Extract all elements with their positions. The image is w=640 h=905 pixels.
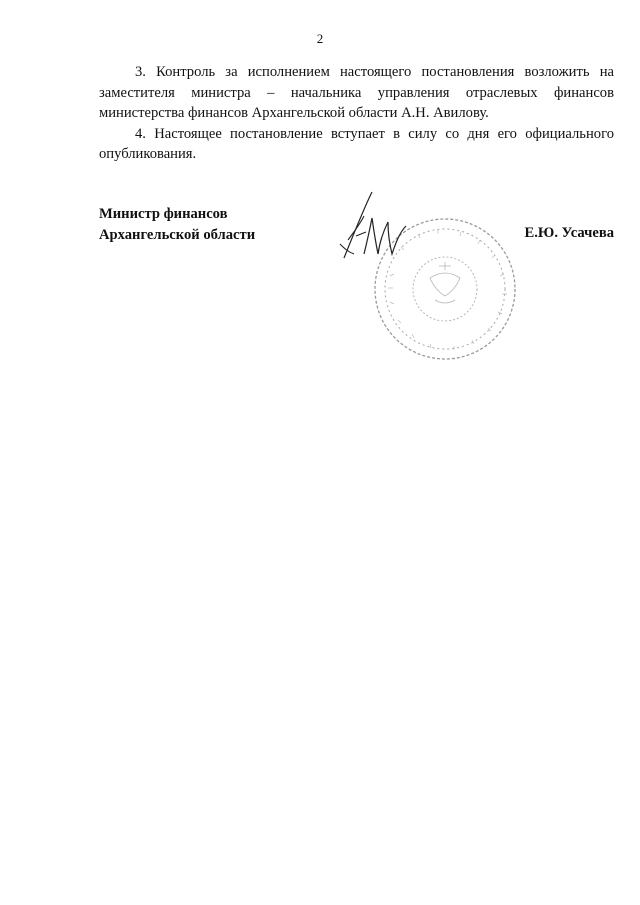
page-number: 2 (316, 31, 324, 46)
handwritten-signature (334, 188, 416, 268)
signatory-title (99, 204, 255, 246)
signatory-title-line1: Министр финансов (99, 206, 228, 222)
signatory-name: Е.Ю. Усачева (524, 225, 614, 241)
paragraph-3: 3. Контроль за исполнением настоящего постановления возложить на заместителя министра – начальника управления отраслевых финансов министерства финансов Архангельской области А.Н. Авилову. (99, 64, 614, 121)
paragraph-4: 4. Настоящее постановление вступает в силу со дня его официального опубликования. (99, 125, 614, 162)
signatory-title-line2: Архангельской области (99, 227, 256, 243)
